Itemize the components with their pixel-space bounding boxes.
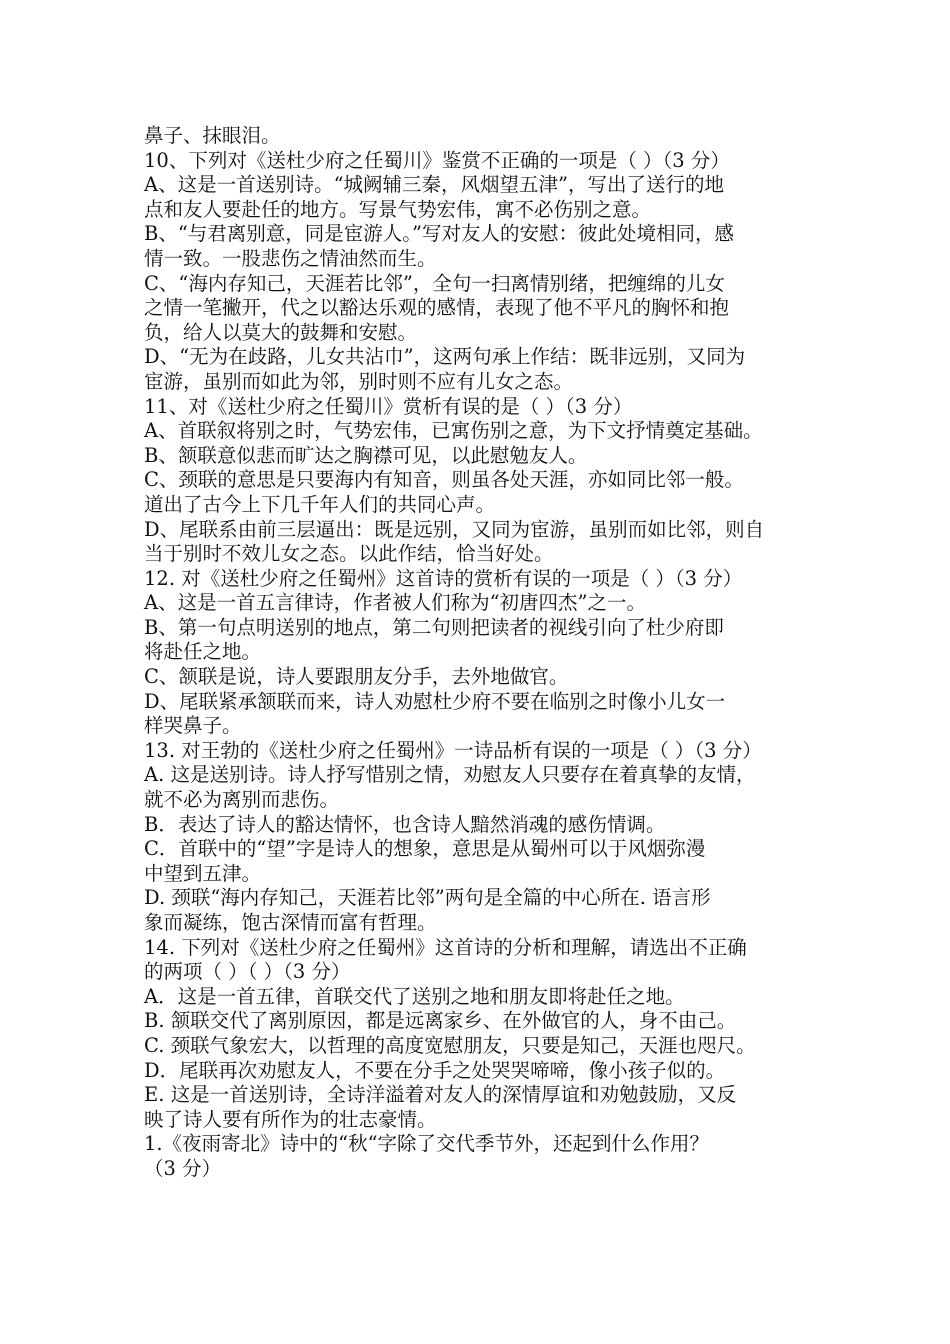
question-13-heading: 13. 对王勃的《送杜少府之任蜀州》一诗品析有误的一项是（ ）（3 分）	[144, 738, 762, 762]
text-line: A. 这是送别诗。诗人抒写惜别之情，劝慰友人只要存在着真挚的友情，	[144, 763, 756, 787]
text-line: B、颔联意似悲而旷达之胸襟可见，以此慰勉友人。	[144, 443, 588, 467]
text-line: A、首联叙将别之时，气势宏伟，已寓伤别之意，为下文抒情奠定基础。	[144, 419, 763, 443]
text-line: 就不必为离别而悲伤。	[144, 788, 340, 812]
text-line: 象而凝练，饱古深情而富有哲理。	[144, 911, 437, 934]
text-line: 宦游，虽别而如此为邻，别时则不应有儿女之态。	[144, 369, 574, 393]
text-line: C、颔联是说，诗人要跟朋友分手，去外地做官。	[144, 665, 569, 689]
text-line: B．表达了诗人的豁达情怀，也含诗人黯然消魂的感伤情调。	[144, 812, 666, 836]
text-line: 样哭鼻子。	[144, 714, 242, 738]
text-line: 的两项（ ）（ ）（3 分）	[144, 960, 351, 984]
text-line: （3 分）	[144, 1156, 222, 1180]
text-line: 点和友人要赴任的地方。写景气势宏伟，寓不必伤别之意。	[144, 197, 652, 221]
text-line: 将赴任之地。	[144, 640, 262, 664]
text-line: A．这是一首五律，首联交代了送别之地和朋友即将赴任之地。	[144, 984, 685, 1008]
text-line: 映了诗人要有所作为的壮志豪情。	[144, 1107, 437, 1131]
question-11-heading: 11、对《送杜少府之任蜀川》赏析有误的是（ ）（3 分）	[144, 394, 633, 418]
text-line: 当于别时不效儿女之态。以此作结，恰当好处。	[144, 542, 554, 566]
document-page	[144, 124, 820, 1182]
text-line: E. 这是一首送别诗，全诗洋溢着对友人的深情厚谊和劝勉鼓励，又反	[144, 1083, 737, 1107]
text-line: 鼻子、抹眼泪。	[144, 124, 281, 147]
text-line: C. 颈联气象宏大，以哲理的高度宽慰朋友，只要是知己，天涯也咫尺。	[144, 1033, 756, 1057]
text-line: D、尾联紧承颔联而来，诗人劝慰杜少府不要在临别之时像小儿女一	[144, 689, 726, 713]
question-1-heading: 1.《夜雨寄北》诗中的“秋“字除了交代季节外，还起到什么作用？	[144, 1132, 710, 1156]
text-line: B. 颔联交代了离别原因，都是远离家乡、在外做官的人，身不由己。	[144, 1009, 737, 1033]
text-line: A、这是一首五言律诗，作者被人们称为“初唐四杰”之一。	[144, 591, 647, 615]
question-14-heading: 14. 下列对《送杜少府之任蜀州》这首诗的分析和理解，请选出不正确	[144, 935, 747, 959]
text-line: C、“海内存知己，天涯若比邻”，全句一扫离情别绪，把缠绵的儿女	[144, 271, 725, 295]
text-line: 道出了古今上下几千年人们的共同心声。	[144, 492, 496, 516]
text-line: C．首联中的“望”字是诗人的想象，意思是从蜀州可以于风烟弥漫	[144, 837, 706, 861]
text-line: B、第一句点明送别的地点，第二句则把读者的视线引向了杜少府即	[144, 615, 724, 639]
question-12-heading: 12. 对《送杜少府之任蜀州》这首诗的赏析有误的一项是（ ）（3 分）	[144, 566, 743, 590]
text-line: A、这是一首送别诗。“城阙辅三秦，风烟望五津”，写出了送行的地	[144, 173, 725, 197]
text-line: D．尾联再次劝慰友人，不要在分手之处哭哭啼啼，像小孩子似的。	[144, 1058, 726, 1082]
text-line: C、颈联的意思是只要海内有知音，则虽各处天涯，亦如同比邻一般。	[144, 468, 744, 492]
text-line: 负，给人以莫大的鼓舞和安慰。	[144, 320, 418, 344]
text-line: D、“无为在歧路，儿女共沾巾”，这两句承上作结：既非远别，又同为	[144, 345, 746, 369]
text-line: B、“与君离别意，同是宦游人。”写对友人的安慰：彼此处境相同，感	[144, 222, 735, 246]
text-line: 中望到五津。	[144, 861, 262, 885]
question-10-heading: 10、下列对《送杜少府之任蜀川》鉴赏不正确的一项是（ ）（3 分）	[144, 148, 730, 172]
text-line: D. 颈联“海内存知己，天涯若比邻”两句是全篇的中心所在. 语言形	[144, 886, 711, 910]
text-line: 之情一笔撇开，代之以豁达乐观的感情，表现了他不平凡的胸怀和抱	[144, 296, 730, 320]
text-line: D、尾联系由前三层逼出：既是远别，又同为宦游，虽别而如比邻，则自	[144, 517, 765, 541]
text-line: 情一致。一股悲伤之情油然而生。	[144, 246, 437, 270]
